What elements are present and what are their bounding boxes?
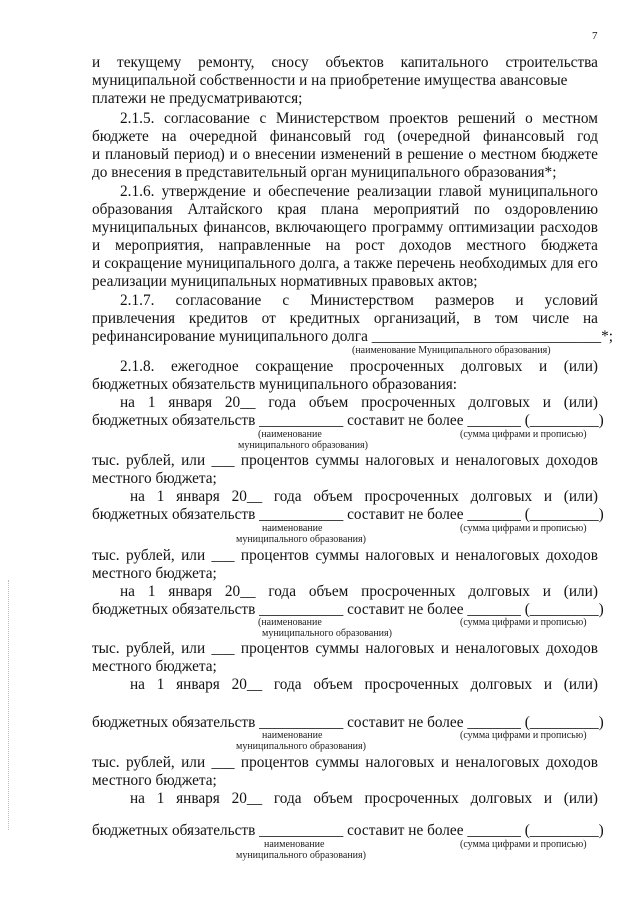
- text-line: до внесения в представительный орган муниципального образования*;: [92, 164, 557, 181]
- text-line: бюджетных обязательств ___________ составит не более _______ (_________): [92, 714, 604, 731]
- text-line: образования Алтайского края плана мероприятий по оздоровлению: [92, 201, 598, 218]
- text-line: и плановый период) и о внесении изменений в решение о местном бюджете: [92, 146, 598, 163]
- text-line: и мероприятия, направленные на рост доходов местного бюджета: [92, 237, 598, 254]
- text-line: 2.1.6. утверждение и обеспечение реализации главой муниципального: [120, 183, 598, 200]
- text-line: бюджетных обязательств ___________ составит не более _______ (_________): [92, 601, 604, 618]
- caption-municipality-name: (наименование Муниципального образования): [352, 345, 551, 356]
- text-line: бюджете на очередной финансовый год (очередной финансовый год: [92, 128, 598, 145]
- text-line: местного бюджета;: [92, 772, 217, 789]
- text-line: на 1 января 20__ года объем просроченных долговых и (или): [130, 790, 598, 807]
- caption-name: (наименование: [258, 617, 322, 628]
- text-line: муниципальных финансов, включающего программу оптимизации расходов: [92, 219, 598, 236]
- text-line: тыс. рублей, или ___ процентов суммы налоговых и неналоговых доходов: [92, 547, 598, 564]
- text-line: местного бюджета;: [92, 565, 217, 582]
- text-line: тыс. рублей, или ___ процентов суммы налоговых и неналоговых доходов: [92, 640, 598, 657]
- text-line: и сокращение муниципального долга, а также перечень необходимых для его: [92, 255, 598, 272]
- caption-municipality: муниципального образования): [238, 440, 368, 451]
- text-line: на 1 января 20__ года объем просроченных долговых и (или): [120, 583, 598, 600]
- text-line: на 1 января 20__ года объем просроченных долговых и (или): [130, 488, 598, 505]
- text-line: и текущему ремонту, сносу объектов капитального строительства: [92, 54, 598, 71]
- caption-name: наименование: [262, 730, 323, 741]
- text-line: тыс. рублей, или ___ процентов суммы налоговых и неналоговых доходов: [92, 452, 598, 469]
- text-line: реализации муниципальных нормативных правовых актов;: [92, 273, 478, 290]
- text-line: бюджетных обязательств ___________ составит не более _______ (_________): [92, 822, 604, 839]
- text-line: местного бюджета;: [92, 470, 217, 487]
- text-line: на 1 января 20__ года объем просроченных долговых и (или): [120, 394, 598, 411]
- caption-sum: (сумма цифрами и прописью): [460, 839, 587, 850]
- text-line: бюджетных обязательств ___________ составит не более _______ (_________): [92, 412, 604, 429]
- caption-municipality: муниципального образования): [236, 534, 366, 545]
- text-line: бюджетных обязательств ___________ составит не более _______ (_________): [92, 506, 604, 523]
- caption-municipality: муниципального образования): [262, 628, 392, 639]
- caption-municipality: муниципального образования): [236, 741, 366, 752]
- text-line: 2.1.5. согласование с Министерством проектов решений о местном: [120, 110, 598, 127]
- caption-sum: (сумма цифрами и прописью): [460, 429, 587, 440]
- text-line: 2.1.7. согласование с Министерством размеров и условий: [120, 292, 598, 309]
- caption-name: наименование: [264, 839, 325, 850]
- caption-sum: (сумма цифрами и прописью): [460, 730, 587, 741]
- text-line: рефинансирование муниципального долга ______________________________*;: [92, 328, 614, 345]
- text-line: 2.1.8. ежегодное сокращение просроченных долговых и (или): [120, 358, 598, 375]
- caption-municipality: муниципального образования): [236, 850, 366, 861]
- text-line: муниципальной собственности и на приобретение имущества авансовые: [92, 72, 568, 89]
- text-line: привлечения кредитов от кредитных организаций, в том числе на: [92, 310, 598, 327]
- text-line: платежи не предусматриваются;: [92, 90, 303, 107]
- text-line: тыс. рублей, или ___ процентов суммы налоговых и неналоговых доходов: [92, 754, 598, 771]
- text-line: бюджетных обязательств муниципального образования:: [92, 376, 458, 393]
- text-line: на 1 января 20__ года объем просроченных долговых и (или): [130, 676, 598, 693]
- scan-margin-artifact: [8, 580, 10, 830]
- text-line: местного бюджета;: [92, 658, 217, 675]
- caption-sum: (сумма цифрами и прописью): [460, 523, 587, 534]
- caption-sum: (сумма цифрами и прописью): [460, 617, 587, 628]
- page-number: 7: [592, 30, 598, 42]
- caption-name: наименование: [262, 523, 323, 534]
- caption-name: (наименование: [258, 429, 322, 440]
